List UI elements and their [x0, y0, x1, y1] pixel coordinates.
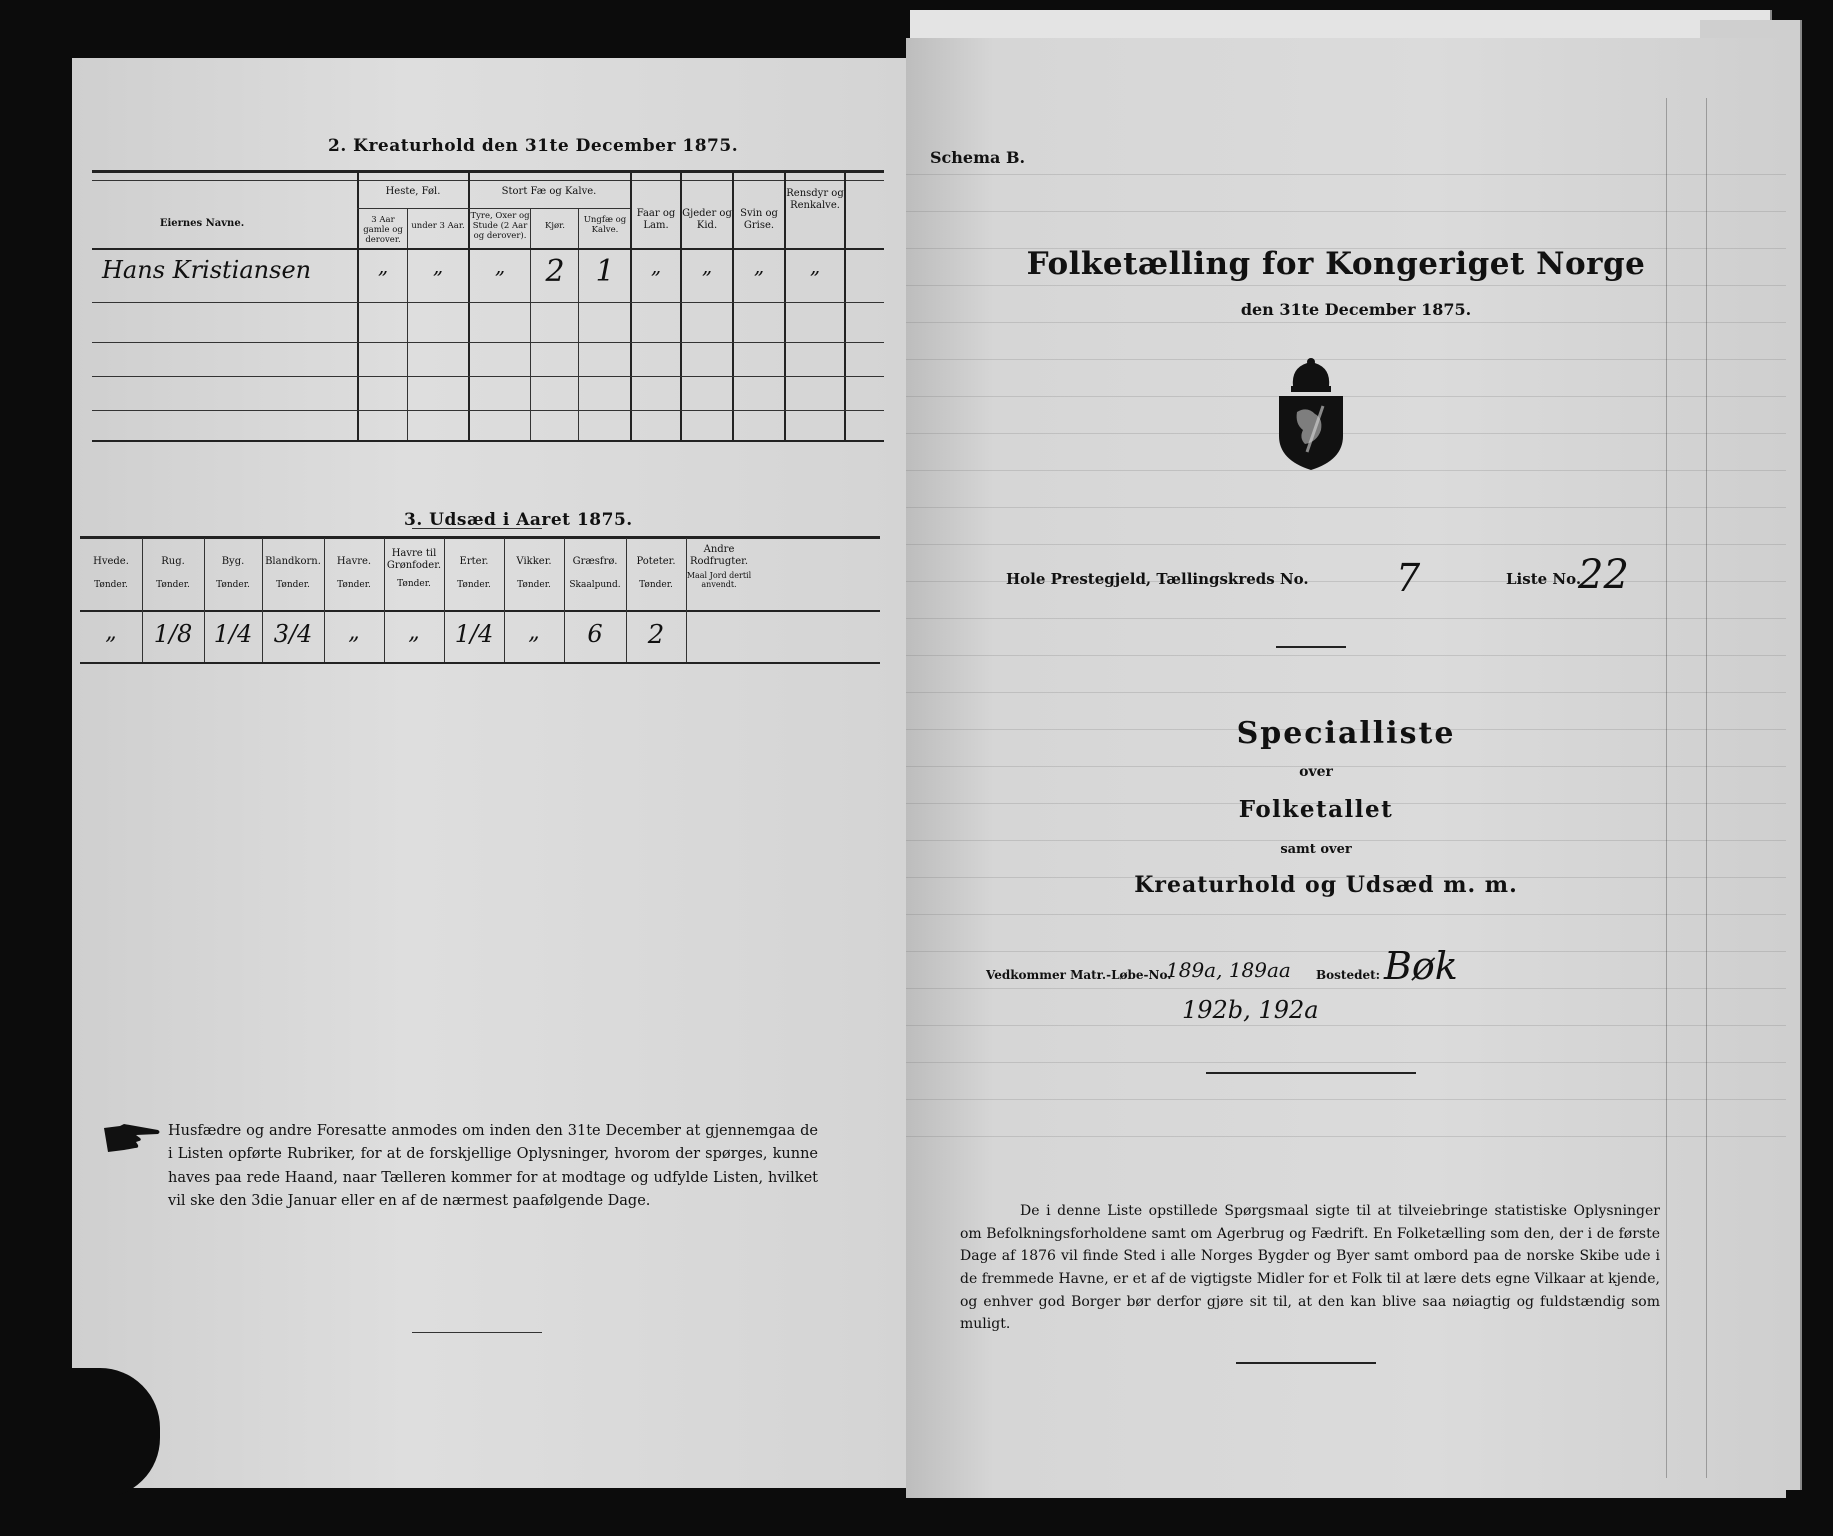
- table-rule: [92, 440, 884, 442]
- col-header-kjor: Kjør.: [545, 221, 565, 231]
- pointing-hand-icon: [102, 1122, 162, 1156]
- col-header-heste-3: 3 Aar gamle og derover.: [363, 215, 403, 245]
- table-rule: [92, 342, 884, 343]
- udsaed-header-unit: Tønder.: [216, 579, 250, 590]
- separator-rule: [412, 1332, 542, 1333]
- table-rule: [407, 208, 408, 440]
- liste-no: 22: [1578, 552, 1629, 598]
- col-header-tyre: Tyre, Oxer og Stude (2 Aar og derover).: [470, 211, 530, 241]
- section3-title: 3. Udsæd i Aaret 1875.: [404, 510, 633, 530]
- cell-gjeder: „: [701, 254, 713, 278]
- udsaed-header-name: Blandkorn.: [265, 556, 321, 567]
- col-header-owner: Eiernes Navne.: [159, 218, 245, 229]
- page-date: den 31te December 1875.: [1240, 300, 1472, 319]
- bostedet-label: Bostedet:: [1316, 968, 1381, 982]
- matr-values-2: 192b, 192a: [1182, 996, 1319, 1024]
- udsaed-value: „: [528, 620, 540, 645]
- udsaed-header-unit: Tønder.: [276, 579, 310, 590]
- samt-over-label: samt over: [1280, 842, 1352, 857]
- group-header-stort: Stort Fæ og Kalve.: [501, 186, 597, 197]
- col-header-rensdyr: Rensdyr og Renkalve.: [786, 188, 844, 211]
- udsaed-header-unit: Tønder.: [337, 579, 371, 590]
- udsaed-header: [444, 556, 504, 590]
- separator-rule: [1276, 646, 1346, 648]
- cell-heste-under: „: [432, 254, 444, 278]
- udsaed-value: 3/4: [273, 620, 313, 648]
- cell-faar: „: [650, 254, 662, 278]
- udsaed-header-unit: Tønder.: [94, 579, 128, 590]
- table-rule: [80, 610, 880, 612]
- col-header-svin: Svin og Grise.: [740, 208, 778, 231]
- udsaed-value: „: [408, 620, 420, 645]
- udsaed-header: [564, 556, 626, 590]
- udsaed-header: [384, 548, 444, 589]
- specialliste-heading: Specialliste: [1236, 716, 1456, 751]
- left-page: [72, 58, 914, 1488]
- bostedet-value: Bøk: [1384, 944, 1458, 988]
- udsaed-header-name: Poteter.: [636, 556, 676, 567]
- page-title: Folketælling for Kongeriget Norge: [1026, 246, 1646, 282]
- over-label: over: [1299, 764, 1333, 780]
- cell-ungfae: 1: [595, 254, 615, 289]
- info-text: De i denne Liste opstillede Spørgsmaal sigte til at tilveiebringe statistiske Oplysninger om Befolkningsforholdene samt om Agerbrug og Fædrift. En Folketælling som den, der i de første Dage af 1876 vil finde Sted i alle Norges Bygder og Byer samt ombord paa de norske Skibe ude i de fremmede Havne, er et af de vigtigste Midler for et Folk til at lære dets egne Vilkaar at kjende, og enhver god Borger bør derfor gjøre sit til, at den kan blive saa nøiagtig og fuldstændig som muligt.: [960, 1203, 1660, 1333]
- udsaed-header-unit: Tønder.: [457, 579, 491, 590]
- cell-svin: „: [753, 254, 765, 278]
- udsaed-header: [80, 556, 142, 590]
- udsaed-header-unit: Tønder.: [639, 579, 673, 590]
- bleed-through-rule: [1666, 98, 1667, 1478]
- table-rule: [80, 536, 880, 539]
- udsaed-value: 1/4: [454, 620, 494, 648]
- udsaed-header-unit: Tønder.: [397, 579, 431, 589]
- kreaturhold-heading: Kreaturhold og Udsæd m. m.: [1134, 872, 1518, 898]
- table-rule: [530, 208, 531, 440]
- udsaed-value: 2: [647, 620, 665, 650]
- udsaed-header: [686, 544, 752, 589]
- cell-tyre: „: [494, 254, 506, 278]
- cell-rensdyr: „: [809, 254, 821, 278]
- udsaed-header: [626, 556, 686, 590]
- table-rule: [80, 662, 880, 664]
- table-rule: [357, 208, 630, 209]
- udsaed-header-name: Rug.: [161, 556, 185, 567]
- table-rule: [357, 170, 359, 440]
- udsaed-header: [204, 556, 262, 590]
- bleed-through-grid: [906, 138, 1786, 1138]
- col-header-faar: Faar og Lam.: [636, 208, 676, 231]
- group-header-heste: Heste, Føl.: [385, 186, 441, 197]
- udsaed-header-name: Havre.: [336, 556, 372, 567]
- udsaed-header-unit: Tønder.: [156, 579, 190, 590]
- right-page: [906, 38, 1786, 1498]
- owner-name: Hans Kristiansen: [102, 256, 312, 284]
- schema-label: Schema B.: [930, 148, 1026, 167]
- table-rule: [92, 248, 884, 250]
- col-header-gjeder: Gjeder og Kid.: [682, 208, 732, 231]
- prestegjeld-label: Hole Prestegjeld, Tællingskreds No.: [1006, 570, 1309, 588]
- cell-heste-3: „: [377, 254, 389, 278]
- udsaed-header-unit: Skaalpund.: [569, 579, 621, 590]
- col-header-ungfae: Ungfæ og Kalve.: [583, 215, 627, 235]
- udsaed-header: [262, 556, 324, 590]
- udsaed-header: [324, 556, 384, 590]
- udsaed-header-name: Erter.: [459, 556, 489, 567]
- udsaed-header-unit: Maal Jord dertil anvendt.: [686, 571, 752, 590]
- udsaed-header-name: Havre til Grønfoder.: [386, 548, 442, 571]
- table-rule: [92, 170, 884, 173]
- udsaed-header: [142, 556, 204, 590]
- page-shadow: [0, 1368, 160, 1498]
- cell-kjor: 2: [545, 254, 565, 289]
- udsaed-value: 1/4: [213, 620, 253, 648]
- udsaed-header-name: Andre Rodfrugter.: [689, 544, 749, 567]
- coat-of-arms-icon: [1271, 356, 1351, 474]
- udsaed-header-name: Byg.: [221, 556, 245, 567]
- udsaed-header-name: Hvede.: [93, 556, 129, 567]
- bleed-through-rule: [1706, 98, 1707, 1478]
- udsaed-header: [504, 556, 564, 590]
- separator-rule: [1206, 1072, 1416, 1074]
- table-rule: [578, 208, 579, 440]
- udsaed-header-name: Græsfrø.: [572, 556, 618, 567]
- table-rule: [92, 302, 884, 303]
- col-header-heste-under: under 3 Aar.: [411, 221, 465, 231]
- matr-label: Vedkommer Matr.-Løbe-No.: [986, 968, 1172, 982]
- udsaed-header-name: Vikker.: [516, 556, 552, 567]
- table-rule: [92, 410, 884, 411]
- table-rule: [844, 170, 846, 440]
- section2-title: 2. Kreaturhold den 31te December 1875.: [328, 136, 739, 156]
- liste-label: Liste No.: [1506, 570, 1582, 588]
- udsaed-value: „: [348, 620, 360, 645]
- udsaed-value: „: [105, 620, 117, 645]
- kreds-no: 7: [1396, 556, 1421, 600]
- notice-text: Husfædre og andre Foresatte anmodes om inden den 31te December at gjennemgaa de i Listen opførte Rubriker, for at de forskjellige Oplysninger, hvorom der spørges, kunne haves paa rede Haand, naar Tælleren kommer for at modtage og udfylde Listen, hvilket vil ske den 3die Januar eller en af de nærmest paafølgende Dage.: [168, 1123, 818, 1210]
- table-rule: [92, 180, 884, 181]
- folketallet-heading: Folketallet: [1238, 796, 1394, 823]
- matr-values-1: 189a, 189aa: [1166, 958, 1291, 982]
- udsaed-value: 6: [587, 620, 603, 648]
- udsaed-value: 1/8: [153, 620, 193, 648]
- separator-rule: [1236, 1362, 1376, 1364]
- table-rule: [92, 376, 884, 377]
- udsaed-header-unit: Tønder.: [517, 579, 551, 590]
